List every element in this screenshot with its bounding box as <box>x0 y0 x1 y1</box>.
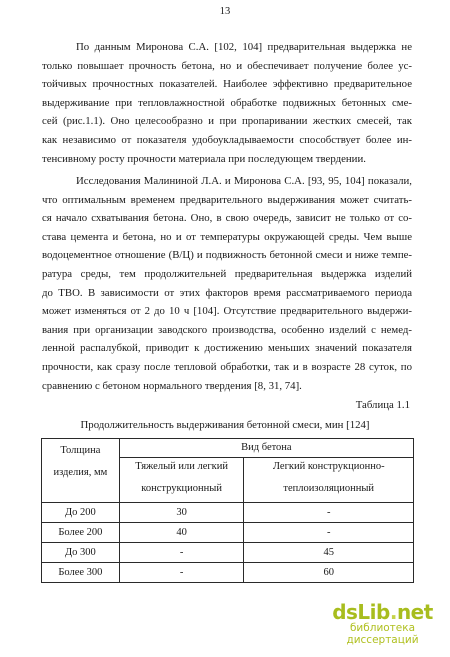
text-line: По данным Миронова С.А. [102, 104] предварительная выдержка не <box>76 41 412 53</box>
watermark <box>320 600 445 646</box>
table-row <box>42 523 414 543</box>
text-line: выдерживание при тепловлажностной обработке подвижных бетонных сме- <box>42 96 412 109</box>
cell-thickness: До 200 <box>42 503 120 523</box>
cell-light: - <box>244 523 414 543</box>
cell-heavy: - <box>119 563 244 583</box>
table-row <box>42 563 414 583</box>
header-light-line2: теплоизоляционный <box>244 477 414 503</box>
cell-thickness: Более 200 <box>42 523 120 543</box>
text-line: как независимо от показателя удобоукладываемости способствует более ин- <box>42 133 412 146</box>
text-line: до ТВО. В зависимости от этих факторов время рассматриваемого периода <box>42 286 412 299</box>
cell-thickness: Более 300 <box>42 563 120 583</box>
text-line: тойчивых прочностных показателей. Наиболее эффективно предварительное <box>42 78 412 91</box>
header-heavy-line2: конструкционный <box>119 477 244 503</box>
data-table <box>41 438 414 583</box>
cell-heavy: 30 <box>119 503 244 523</box>
watermark-logo-main: dsLib <box>332 600 390 624</box>
header-thickness-line1: Толщина <box>60 444 101 456</box>
paragraph-2 <box>42 172 412 395</box>
table-row <box>42 503 414 523</box>
table-caption: Таблица 1.1 <box>355 399 410 411</box>
text-line: водоцементное отношение (В/Ц) и подвижность бетонной смеси и ниже темпе- <box>42 249 412 262</box>
table-title: Продолжительность выдерживания бетонной смеси, мин [124] <box>80 419 370 431</box>
text-line: только повышает прочность бетона, но и обеспечивает получение более ус- <box>42 59 412 72</box>
table-row <box>42 543 414 563</box>
text-line: прочности, как сразу после тепловой обработки, так и в возрасте 28 суток, по <box>42 360 412 373</box>
header-concrete-type: Вид бетона <box>119 439 413 458</box>
cell-light: - <box>244 503 414 523</box>
header-heavy-line1: Тяжелый или легкий <box>119 458 244 477</box>
text-line: может изменяться от 2 до 10 ч [104]. Отсутствие предварительного выдержи- <box>42 305 412 318</box>
cell-heavy: - <box>119 543 244 563</box>
header-light-line1: Легкий конструкционно- <box>244 458 414 477</box>
text-line: сравнению с бетоном нормального твердения [8, 31, 74]. <box>42 379 302 392</box>
text-line: что оптимальным временем предварительного выдерживания может считать- <box>42 193 412 206</box>
header-thickness-line2: изделия, мм <box>53 466 108 478</box>
text-line: вания при организации заводского производства, особенно изделий с немед- <box>42 323 412 336</box>
watermark-subtitle: библиотека диссертаций <box>346 622 419 646</box>
text-line: става цемента и бетона, но и от температуры окружающей среды. Чем выше <box>42 230 412 243</box>
cell-thickness: До 300 <box>42 543 120 563</box>
cell-heavy: 40 <box>119 523 244 543</box>
text-line: Исследования Малининой Л.А. и Миронова С.А. [93, 95, 104] показали, <box>76 175 412 187</box>
watermark-logo-tld: net <box>396 600 433 624</box>
text-line: сей (рис.1.1). Оно целесообразно и при пропаривании жестких смесей, так <box>42 115 412 128</box>
text-line: тенсивному росту прочности материала при последующем твердении. <box>42 152 366 165</box>
text-line: ся начало схватывания бетона. Оно, в свою очередь, зависит не только от со- <box>42 212 412 225</box>
watermark-logo-dot: . <box>389 600 397 624</box>
text-line: ленной распалубкой, приводит к достижению меньших значений показателя <box>42 342 412 355</box>
header-thickness <box>42 439 120 503</box>
paragraph-1 <box>42 38 412 168</box>
cell-light: 60 <box>244 563 414 583</box>
page-number: 13 <box>219 6 231 17</box>
cell-light: 45 <box>244 543 414 563</box>
watermark-logo <box>320 600 445 624</box>
text-line: ратура среды, тем продолжительней предварительная выдержка изделий <box>42 267 412 280</box>
